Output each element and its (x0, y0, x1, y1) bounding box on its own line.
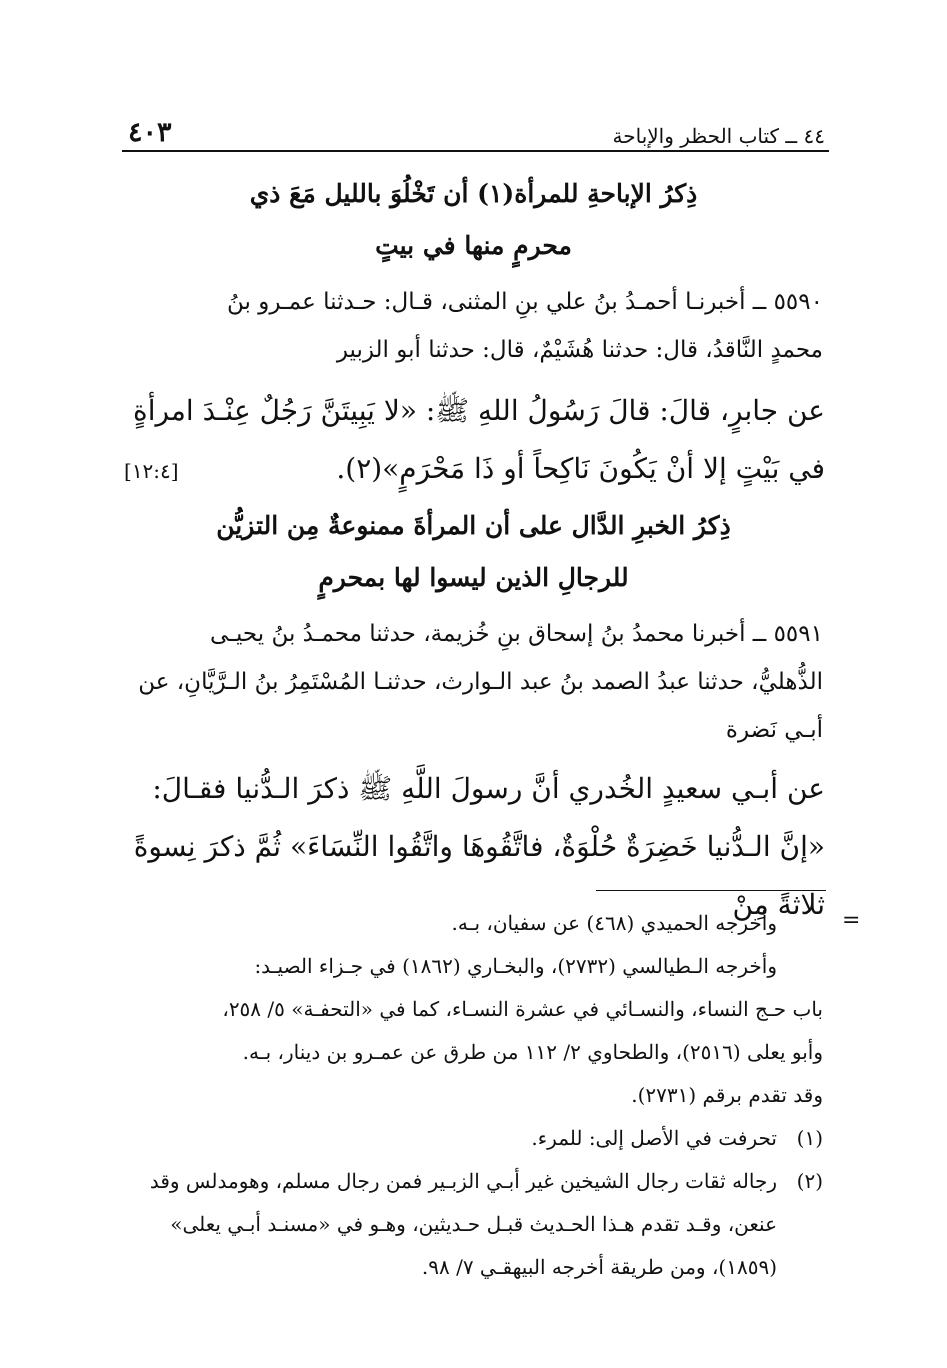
matn-line: عن أبـي سعيدٍ الخُدري أنَّ رسولَ اللَّهِ ﷺ ذكرَ الـدُّنيا فقـالَ: (152, 772, 825, 805)
matn-5590 (124, 382, 825, 500)
running-title: ٤٤ ــ كتاب الحظر والإباحة (612, 124, 825, 148)
isnad-line: أبـي نَضرة (725, 717, 823, 743)
matn-line: «إنَّ الـدُّنيا خَضِرَةٌ حُلْوَةٌ، فاتَّقُوهَا واتَّقُوا النِّسَاءَ» ثُمَّ ذكرَ نِسوةً ثلاثةً مِنْ (133, 830, 825, 921)
footnote-continuation-mark: = (842, 908, 861, 933)
matn-line-with-reference (124, 440, 825, 500)
heading-line: ذِكرُ الإباحةِ للمرأة(١) أن تَخْلُوَ بالليل مَعَ ذي (249, 179, 698, 208)
header-rule (122, 150, 829, 152)
isnad-line: محمدٍ النَّاقدُ، قال: حدثنا هُشَيْمٌ، قال: حدثنا أبو الزبير (336, 337, 823, 363)
footnote-continuation-line: وقد تقدم برقم (٢٧٣١). (631, 1083, 823, 1107)
heading-line: للرجالِ الذين ليسوا لها بمحرمٍ (318, 563, 629, 592)
isnad-5591 (126, 610, 823, 754)
hadith-reference: [١٢:٤] (124, 459, 179, 483)
footnote-text: (١٨٥٩)، ومن طريقة أخرجه البيهقـي ٧/ ٩٨. (421, 1255, 777, 1279)
footnote-continuation-line: وأبو يعلى (٢٥١٦)، والطحاوي ٢/ ١١٢ من طرق عن عمـرو بن دينار، بـه. (242, 1040, 823, 1064)
isnad-line: الذُّهليُّ، حدثنا عبدُ الصمد بنُ عبد الـوارث، حدثنـا المُسْتَمِرُ بنُ الـرَّيَّانِ، عن (138, 669, 823, 695)
matn-line: عن جابرٍ، قالَ: قالَ رَسُولُ اللهِ ﷺ: «لا يَبِيتَنَّ رَجُلٌ عِنْـدَ امرأةٍ (133, 394, 825, 427)
footnote-number: (١) (796, 1126, 823, 1150)
footnote-text: تحرفت في الأصل إلى: للمرء. (531, 1126, 777, 1150)
matn-line: في بَيْتٍ إلا أنْ يَكُونَ نَاكِحاً أو ذَا مَحْرَمٍ»(٢). (336, 452, 825, 485)
footnote-2 (126, 1160, 823, 1203)
footnotes (126, 902, 823, 1289)
footnote-text: عنعن، وقـد تقدم هـذا الحـديث قبـل حـديثين، وهـو في «مسنـد أبـي يعلى» (170, 1212, 777, 1236)
footnote-number: (٢) (796, 1169, 823, 1193)
section-heading-1 (130, 168, 817, 272)
footnote-continuation-line: باب حـج النساء، والنسـائي في عشرة النسـاء، كما في «التحفـة» ٥/ ٢٥٨، (222, 997, 823, 1021)
isnad-5590 (126, 278, 823, 374)
heading-line: محرمٍ منها في بيتٍ (375, 231, 572, 260)
page-header (128, 112, 825, 148)
page-number: ٤٠٣ (128, 117, 172, 148)
footnote-1 (126, 1117, 823, 1160)
footnote-continuation-line: وأخرجه الحميدي (٤٦٨) عن سفيان، بـه. (451, 911, 777, 935)
footnote-separator (596, 890, 826, 891)
footnote-text: رجاله ثقات رجال الشيخين غير أبـي الزبـير فمن رجال مسلم، وهومدلس وقد (149, 1169, 777, 1193)
footnote-continuation-line: وأخرجه الـطيالسي (٢٧٣٢)، والبخـاري (١٨٦٢) في جـزاء الصيـد: (254, 954, 777, 978)
section-heading-2 (130, 500, 817, 604)
isnad-line: ٥٥٩١ ــ أخبرنا محمدُ بنُ إسحاق بنِ خُزيمة، حدثنا محمـدُ بنُ يحيـى (210, 621, 823, 647)
isnad-line: ٥٥٩٠ ــ أخبرنـا أحمـدُ بنُ علي بنِ المثنى، قـال: حـدثنا عمـرو بنُ (227, 289, 823, 315)
heading-line: ذِكرُ الخبرِ الدَّال على أن المرأةَ ممنوعةٌ مِن التزيُّن (216, 511, 731, 540)
